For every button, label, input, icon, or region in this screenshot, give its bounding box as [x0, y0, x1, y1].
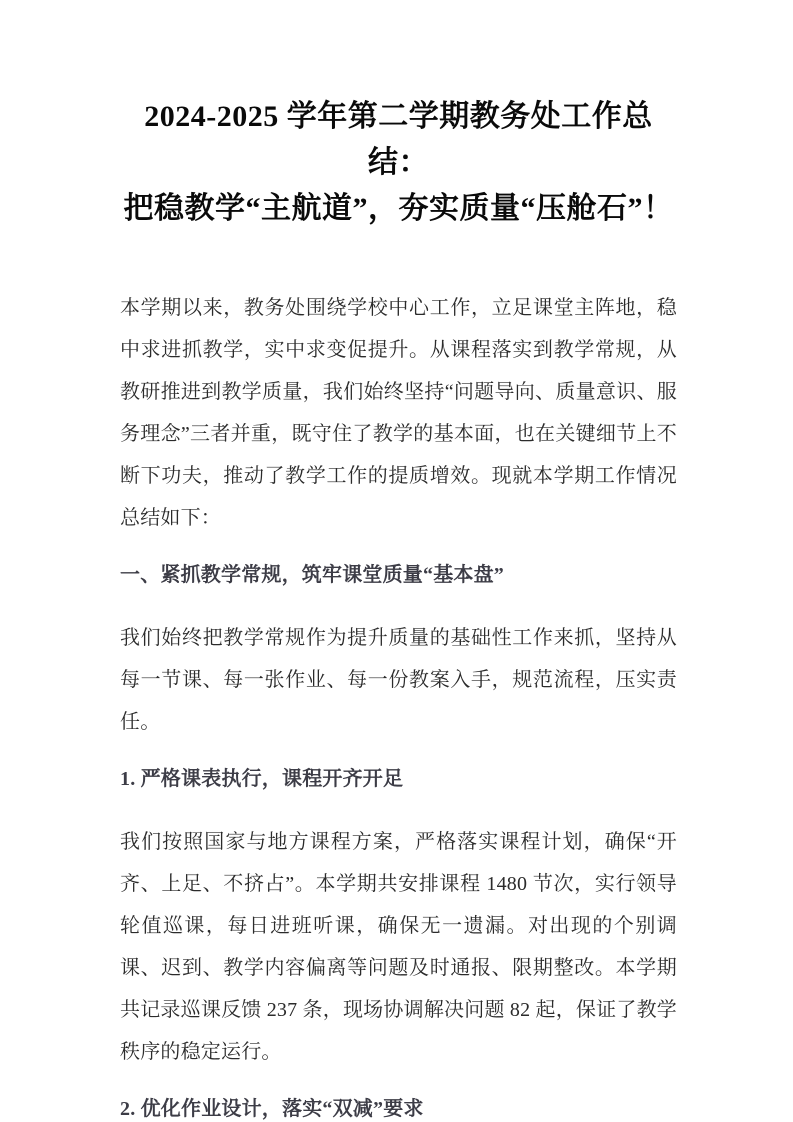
- paragraph-routine-basics: 我们始终把教学常规作为提升质量的基础性工作来抓，坚持从每一节课、每一张作业、每一份教案入手，规范流程，压实责任。: [120, 627, 677, 733]
- heading-section-1-teaching-routine: 一、紧抓教学常规，筑牢课堂质量“基本盘”: [120, 564, 504, 586]
- paragraph-semester-overview: 本学期以来，教务处围绕学校中心工作，立足课堂主阵地，稳中求进抓教学，实中求变促提升。从课程落实到教学常规，从教研推进到教学质量，我们始终坚持“问题导向、质量意识、服务理念”三者并重，既守住了教学的基本面，也在关键细节上不断下功夫，推动了教学工作的提质增效。现就本学期工作情况总结如下：: [120, 297, 677, 529]
- paragraph-curriculum-details: 我们按照国家与地方课程方案，严格落实课程计划，确保“开齐、上足、不挤占”。本学期共安排课程 1480 节次，实行领导轮值巡课，每日进班听课，确保无一遗漏。对出现的个别调课、迟到、教学内容偏离等问题及时通报、限期整改。本学期共记录巡课反馈 237 条，现场协调解决问题 82 起，保证了教学秩序的稳定运行。: [120, 831, 677, 1063]
- document-title: [120, 0, 677, 232]
- heading-sub-2-homework-design: 2. 优化作业设计，落实“双减”要求: [120, 1098, 424, 1120]
- title-line-1: 2024-2025 学年第二学期教务处工作总结：: [144, 100, 653, 179]
- title-line-2: 把稳教学“主航道”，夯实质量“压舱石”！: [123, 192, 674, 225]
- heading-sub-1-curriculum-execution: 1. 严格课表执行，课程开齐开足: [120, 768, 404, 790]
